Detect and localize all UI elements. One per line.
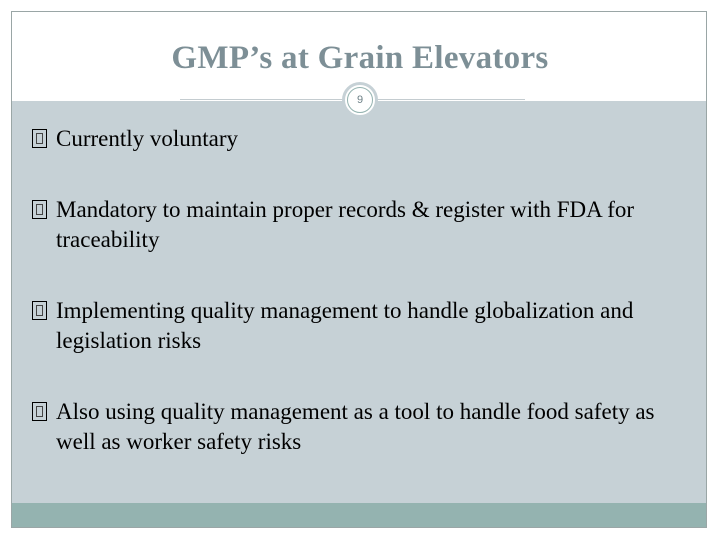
bullet-item [32, 397, 682, 457]
missing-glyph-box-icon [32, 301, 47, 320]
bullet-text: Mandatory to maintain proper records & register with FDA for traceability [56, 197, 635, 252]
bullet-item [32, 296, 682, 356]
bullet-item [32, 124, 682, 154]
bullet-text: Currently voluntary [56, 126, 239, 151]
page-number: 9 [347, 87, 373, 113]
bullet-item [32, 195, 682, 255]
page-number-badge [342, 82, 378, 118]
bullet-text: Also using quality management as a tool to handle food safety as well as worker safety risks [56, 399, 655, 454]
missing-glyph-box-icon [32, 402, 47, 421]
missing-glyph-box-icon [32, 129, 47, 148]
bullet-list [32, 124, 682, 498]
bullet-text: Implementing quality management to handle globalization and legislation risks [56, 298, 634, 353]
missing-glyph-box-icon [32, 200, 47, 219]
bottom-band [12, 503, 706, 527]
slide-title: GMP’s at Grain Elevators [171, 40, 549, 76]
